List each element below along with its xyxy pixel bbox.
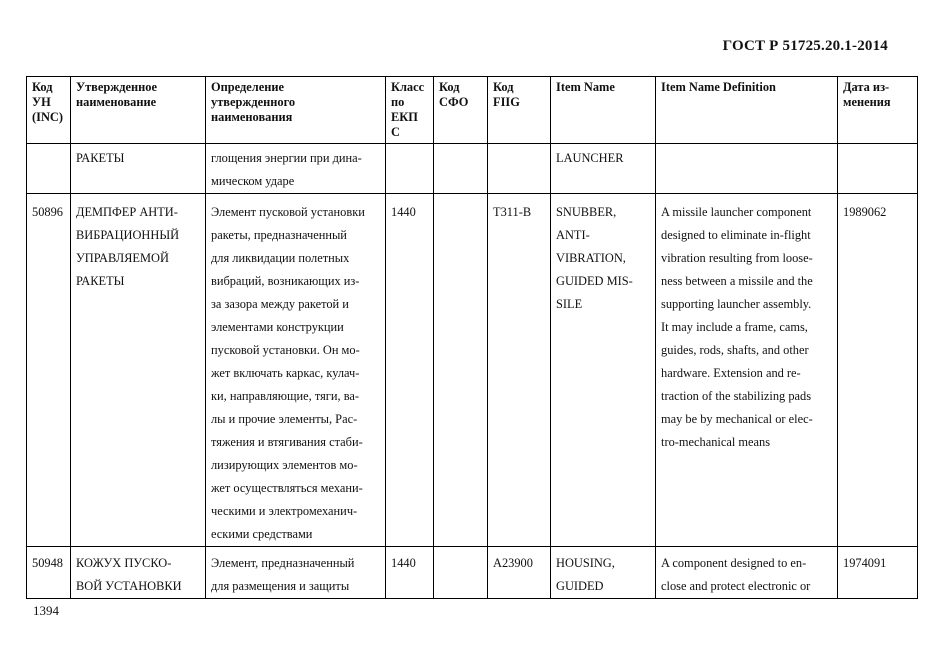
- col-header-sfo: Код СФО: [434, 77, 488, 144]
- col-header-item-definition: Item Name Definition: [656, 77, 838, 144]
- page-number: 1394: [33, 603, 59, 618]
- cell-item-name: LAUNCHER: [551, 144, 656, 194]
- col-header-item-name: Item Name: [551, 77, 656, 144]
- cell-fiig: A23900: [488, 547, 551, 599]
- cell-item-definition: A missile launcher component designed to eliminate in-flight vibration resulting from loose- ness between a missile and the supporting launcher assembly. It may include a frame, cams, guides, rods, shafts, and other hardware. Extension and re- traction of the stabilizing pads may be by mechanical or elec- tro-mechanical means: [656, 194, 838, 547]
- cell-approved-name: РАКЕТЫ: [71, 144, 206, 194]
- cell-approved-name: КОЖУХ ПУСКО- ВОЙ УСТАНОВКИ: [71, 547, 206, 599]
- cell-item-name: HOUSING, GUIDED: [551, 547, 656, 599]
- col-header-definition: Определение утвержденного наименования: [206, 77, 386, 144]
- col-header-date: Дата из- менения: [838, 77, 918, 144]
- cell-class: 1440: [386, 547, 434, 599]
- cell-inc: 50948: [27, 547, 71, 599]
- col-header-fiig: Код FIIG: [488, 77, 551, 144]
- col-header-inc: Код УН (INC): [27, 77, 71, 144]
- col-header-approved-name: Утвержденное наименование: [71, 77, 206, 144]
- cell-item-definition: A component designed to en- close and protect electronic or: [656, 547, 838, 599]
- table-row: [27, 144, 918, 194]
- table-row: [27, 194, 918, 547]
- cell-approved-name: ДЕМПФЕР АНТИ- ВИБРАЦИОННЫЙ УПРАВЛЯЕМОЙ РАКЕТЫ: [71, 194, 206, 547]
- cell-date: 1974091: [838, 547, 918, 599]
- table-header-row: [27, 77, 918, 144]
- cell-inc: 50896: [27, 194, 71, 547]
- cell-inc: [27, 144, 71, 194]
- cell-class: [386, 144, 434, 194]
- cell-date: 1989062: [838, 194, 918, 547]
- cell-sfo: [434, 144, 488, 194]
- col-header-class: Класс по ЕКП С: [386, 77, 434, 144]
- cell-fiig: T311-B: [488, 194, 551, 547]
- document-code: ГОСТ Р 51725.20.1-2014: [722, 38, 888, 54]
- cell-class: 1440: [386, 194, 434, 547]
- catalog-table: [26, 76, 918, 599]
- cell-item-definition: [656, 144, 838, 194]
- cell-fiig: [488, 144, 551, 194]
- table-row: [27, 547, 918, 599]
- cell-sfo: [434, 194, 488, 547]
- cell-definition: Элемент пусковой установки ракеты, предназначенный для ликвидации полетных вибраций, возникающих из- за зазора между ракетой и элементами конструкции пусковой установки. Он мо- жет включать каркас, кулач- ки, направляющие, тяги, ва- лы и прочие элементы, Рас- тяжения и втягивания стаби- лизирующих элементов мо- жет осуществляться механи- ческими и электромеханич- ескими средствами: [206, 194, 386, 547]
- cell-item-name: SNUBBER, ANTI- VIBRATION, GUIDED MIS- SILE: [551, 194, 656, 547]
- cell-definition: Элемент, предназначенный для размещения и защиты: [206, 547, 386, 599]
- cell-date: [838, 144, 918, 194]
- cell-sfo: [434, 547, 488, 599]
- cell-definition: глощения энергии при дина- мическом ударе: [206, 144, 386, 194]
